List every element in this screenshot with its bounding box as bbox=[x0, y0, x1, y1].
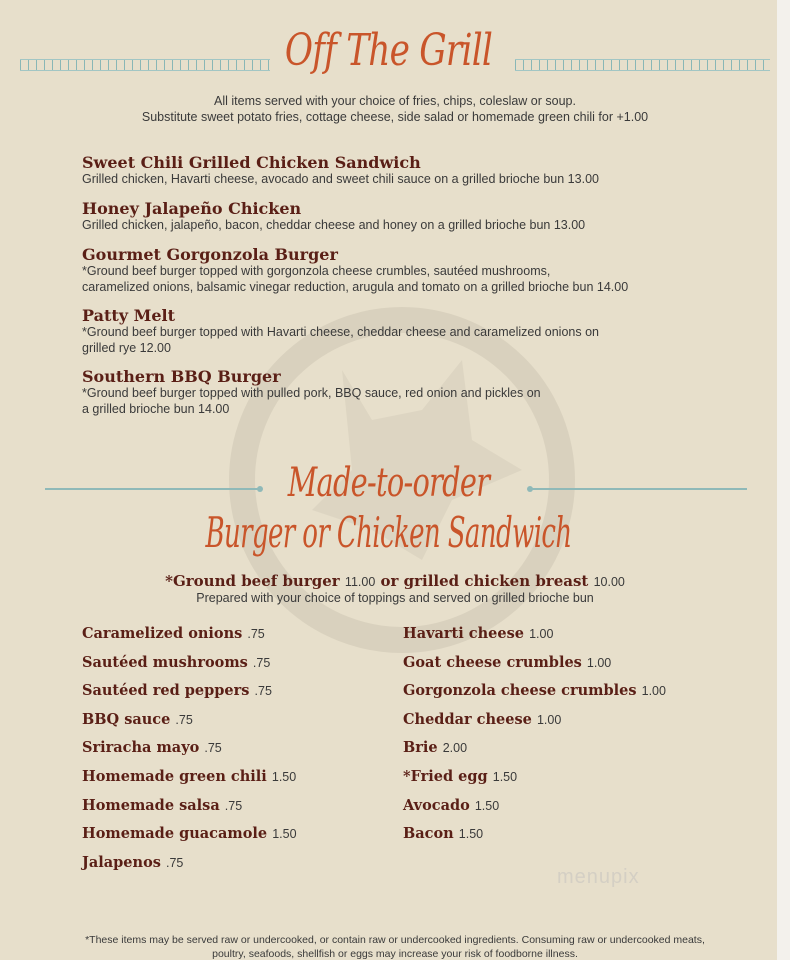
item-description-cont: grilled rye 12.00 bbox=[82, 340, 171, 355]
topping-name: Homemade green chili bbox=[82, 767, 267, 785]
topping-name: Goat cheese crumbles bbox=[403, 653, 582, 671]
topping-price: .75 bbox=[204, 741, 222, 756]
topping-name: Brie bbox=[403, 739, 438, 757]
item-name: Southern BBQ Burger bbox=[82, 367, 281, 386]
topping-price: .75 bbox=[224, 798, 243, 813]
topping-price: 1.50 bbox=[474, 798, 500, 813]
topping-price: .75 bbox=[254, 684, 272, 699]
menu-item bbox=[82, 245, 722, 295]
item-description: *Ground beef burger topped with gorgonzola cheese crumbles, sautéed mushrooms, bbox=[82, 264, 551, 278]
topping-name: Sautéed red peppers bbox=[82, 682, 250, 700]
menu-item bbox=[82, 367, 722, 417]
page-edge bbox=[777, 0, 790, 960]
topping-price: 1.00 bbox=[586, 655, 612, 670]
builder-beef-price: 11.00 bbox=[344, 575, 376, 589]
topping-price: 1.50 bbox=[272, 827, 297, 842]
topping-name: Homemade salsa bbox=[82, 796, 220, 814]
topping-name: Havarti cheese bbox=[403, 625, 525, 642]
topping-item bbox=[403, 792, 666, 821]
topping-price: 1.00 bbox=[536, 712, 562, 727]
topping-item bbox=[82, 792, 297, 821]
topping-item bbox=[82, 763, 297, 792]
menu-item bbox=[82, 306, 722, 356]
topping-price: .75 bbox=[165, 855, 184, 870]
food-safety-disclaimer bbox=[0, 933, 777, 960]
topping-item bbox=[403, 706, 666, 735]
item-name: Gourmet Gorgonzola Burger bbox=[82, 245, 338, 264]
intro-line-2: Substitute sweet potato fries, cottage cheese, side salad or homemade green chili for +1.00 bbox=[141, 110, 649, 124]
toppings-right-column bbox=[403, 620, 666, 849]
intro-text bbox=[0, 93, 777, 125]
topping-price: 1.00 bbox=[529, 627, 554, 641]
builder-chicken: or grilled chicken breast bbox=[380, 572, 589, 590]
item-description: Grilled chicken, Havarti cheese, avocado and sweet chili sauce on a grilled brioche bun 13.00 bbox=[82, 172, 599, 186]
toppings-left-column bbox=[82, 620, 297, 877]
topping-item bbox=[82, 849, 297, 878]
item-name: Honey Jalapeño Chicken bbox=[82, 199, 302, 218]
topping-price: .75 bbox=[252, 655, 271, 670]
title-row bbox=[0, 14, 777, 84]
section-title-made-to-order: Made-to-order bbox=[287, 460, 490, 506]
topping-item bbox=[403, 677, 666, 706]
section-title-off-the-grill: Off The Grill bbox=[284, 25, 493, 76]
menu-item bbox=[82, 199, 722, 234]
disclaimer-line-2: poultry, seafoods, shellfish or eggs may increase your risk of foodborne illness. bbox=[212, 948, 578, 960]
topping-name: Caramelized onions bbox=[82, 625, 243, 642]
builder-subtitle: Prepared with your choice of toppings and served on grilled brioche bun bbox=[196, 591, 594, 605]
topping-price: 1.00 bbox=[641, 684, 666, 699]
topping-item bbox=[82, 649, 297, 678]
topping-price: 1.50 bbox=[271, 769, 297, 784]
topping-name: Sriracha mayo bbox=[82, 739, 200, 757]
topping-name: Bacon bbox=[403, 825, 454, 843]
builder-chicken-price: 10.00 bbox=[593, 575, 625, 589]
topping-price: 2.00 bbox=[442, 741, 468, 756]
item-description: Grilled chicken, jalapeño, bacon, cheddar cheese and honey on a grilled brioche bun 13.00 bbox=[82, 218, 586, 232]
item-name: Sweet Chili Grilled Chicken Sandwich bbox=[82, 153, 421, 172]
item-description-cont: caramelized onions, balsamic vinegar reduction, arugula and tomato on a grilled brioche bun 14.00 bbox=[82, 279, 629, 294]
topping-name: Cheddar cheese bbox=[403, 710, 532, 728]
topping-price: 1.50 bbox=[458, 827, 484, 842]
item-name: Patty Melt bbox=[82, 306, 175, 325]
topping-item bbox=[82, 677, 297, 706]
topping-price: .75 bbox=[247, 627, 265, 641]
disclaimer-line-1: *These items may be served raw or undercooked, or contain raw or undercooked ingredients. Consuming raw or undercooked meats, bbox=[85, 934, 705, 946]
topping-price: .75 bbox=[175, 712, 193, 727]
topping-item bbox=[403, 734, 666, 763]
menu-item bbox=[82, 153, 722, 188]
topping-item bbox=[82, 820, 297, 849]
topping-item bbox=[403, 763, 666, 792]
topping-name: *Fried egg bbox=[403, 767, 488, 785]
topping-name: Gorgonzola cheese crumbles bbox=[403, 682, 637, 700]
topping-item bbox=[403, 649, 666, 678]
topping-name: BBQ sauce bbox=[82, 710, 171, 728]
item-description: *Ground beef burger topped with pulled pork, BBQ sauce, red onion and pickles on bbox=[82, 386, 541, 400]
topping-name: Homemade guacamole bbox=[82, 825, 268, 843]
topping-item bbox=[82, 620, 297, 649]
topping-name: Sautéed mushrooms bbox=[82, 653, 248, 671]
section-title-burger-or-chicken: Burger or Chicken Sandwich bbox=[205, 508, 572, 557]
topping-item bbox=[82, 706, 297, 735]
item-description-cont: a grilled brioche bun 14.00 bbox=[82, 401, 230, 416]
topping-item bbox=[403, 820, 666, 849]
intro-line-1: All items served with your choice of fries, chips, coleslaw or soup. bbox=[214, 94, 576, 108]
menupix-watermark: menupix bbox=[557, 866, 640, 888]
builder-line bbox=[0, 572, 777, 592]
topping-item bbox=[82, 734, 297, 763]
topping-name: Avocado bbox=[403, 796, 470, 814]
item-description: *Ground beef burger topped with Havarti cheese, cheddar cheese and caramelized onions on bbox=[82, 325, 599, 339]
builder-beef: *Ground beef burger bbox=[165, 572, 340, 590]
topping-price: 1.50 bbox=[492, 769, 518, 784]
topping-name: Jalapenos bbox=[82, 853, 161, 871]
topping-item bbox=[403, 620, 666, 649]
